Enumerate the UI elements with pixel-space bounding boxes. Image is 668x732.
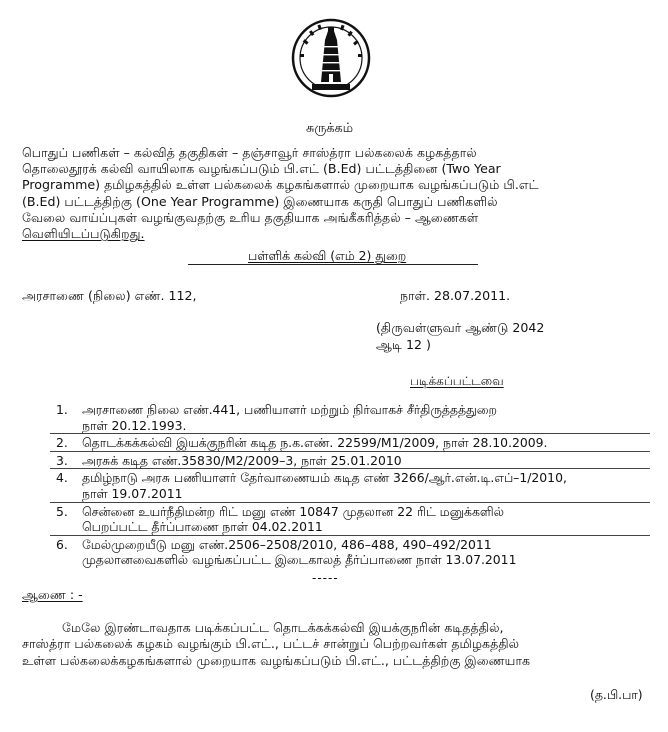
go-number: அரசாணை (நிலை) எண். 112, [22, 288, 197, 303]
department-heading: பள்ளிக் கல்வி (எம் 2) துறை [248, 248, 407, 263]
reference-number: 1. [56, 402, 68, 417]
go-date: நாள். 28.07.2011. [400, 288, 511, 303]
reference-number: 6. [56, 536, 68, 552]
summary-line: (B.Ed) பட்டத்திற்கு (One Year Programme) இணையாக கருதி பொதுப் பணிகளில் [22, 193, 498, 209]
reference-item [50, 453, 650, 470]
reference-line: முதலானவைகளில் வழங்கப்பட்ட இடைகாலத் தீர்ப்பாணை நாள் 13.07.2011 [82, 552, 517, 568]
order-label: ஆணை : - [22, 587, 83, 602]
reference-number: 3. [56, 452, 68, 468]
separator-dashes: ----- [312, 571, 339, 585]
summary-line: பொதுப் பணிகள் – கல்வித் தகுதிகள் – தஞ்சாவூர் சாஸ்த்ரா பல்கலைக் கழகத்தால் [22, 145, 477, 160]
reference-line: அரசுக் கடித எண்.35830/M2/2009–3, நாள் 25.01.2010 [82, 452, 402, 468]
references-list [50, 402, 650, 569]
reference-item [50, 537, 650, 568]
subject-summary [22, 145, 648, 242]
summary-line: தொலைதூரக் கல்வி வாயிலாக வழங்கப்படும் பி.எட் (B.Ed) பட்டத்தினை (Two Year [22, 161, 501, 177]
reference-line: பெறப்பட்ட தீர்ப்பாணை நாள் 04.02.2011 [82, 519, 323, 535]
reference-item [50, 470, 650, 502]
reference-number: 2. [56, 435, 68, 451]
reference-item [50, 402, 650, 434]
summary-line: வெளியிடப்படுகிறது. [22, 226, 145, 242]
summary-line: Programme) தமிழகத்தில் உள்ள பல்கலைக் கழகங்களால் முறையாக வழங்கப்படும் பி.எட் [22, 177, 539, 193]
turn-over-note: (த.பி.பா) [590, 687, 643, 702]
reference-line: சென்னை உயர்நீதிமன்ற ரிட் மனு எண் 10847 முதலான 22 ரிட் மனுக்களில் [82, 503, 504, 519]
reference-line: மேல்முறையீடு மனு எண்.2506–2508/2010, 486–488, 490–492/2011 [82, 536, 492, 552]
thiruvalluvar-year: (திருவள்ளுவர் ஆண்டு 2042 [376, 320, 545, 335]
summary-heading: சுருக்கம் [306, 121, 353, 136]
reference-line: தொடக்கக்கல்வி இயக்குநரின் கடித ந.க.எண். 22599/M1/2009, நாள் 28.10.2009. [82, 435, 548, 451]
department-divider [188, 264, 478, 265]
thiruvalluvar-month: ஆடி 12 ) [376, 337, 431, 352]
summary-line: வேலை வாய்ப்புகள் வழங்குவதற்கு உரிய தகுதியாக அங்கீகரித்தல் – ஆணைகள் [22, 209, 479, 225]
reference-item [50, 504, 650, 536]
reference-line: அரசாணை நிலை எண்.441, பணியாளர் மற்றும் நிர்வாகச் சீர்திருத்தத்துறை [82, 402, 497, 417]
order-line: உள்ள பல்கலைக்கழகங்களால் முறையாக வழங்கப்படும் பி.எட்., பட்டத்திற்கு இணையாக [22, 652, 531, 668]
read-heading: படிக்கப்பட்டவை [410, 374, 504, 388]
reference-line: நாள் 19.07.2011 [82, 485, 183, 501]
order-line: மேலே இரண்டாவதாக படிக்கப்பட்ட தொடக்கக்கல்வி இயக்குநரின் கடிதத்தில், [22, 620, 504, 635]
tamil-nadu-emblem-icon [290, 16, 372, 100]
reference-line: தமிழ்நாடு அரசு பணியாளர் தேர்வாணையம் கடித எண் 3266/ஆர்.என்.டி.எப்–1/2010, [82, 470, 567, 486]
reference-number: 4. [56, 470, 68, 486]
reference-line: நாள் 20.12.1993. [82, 417, 187, 433]
reference-number: 5. [56, 503, 68, 519]
order-line: சாஸ்த்ரா பல்கலைக் கழகம் வழங்கும் பி.எட்., பட்டச் சான்றுப் பெற்றவர்கள் தமிழகத்தில் [22, 636, 520, 652]
reference-item [50, 435, 650, 452]
order-body [22, 620, 652, 669]
